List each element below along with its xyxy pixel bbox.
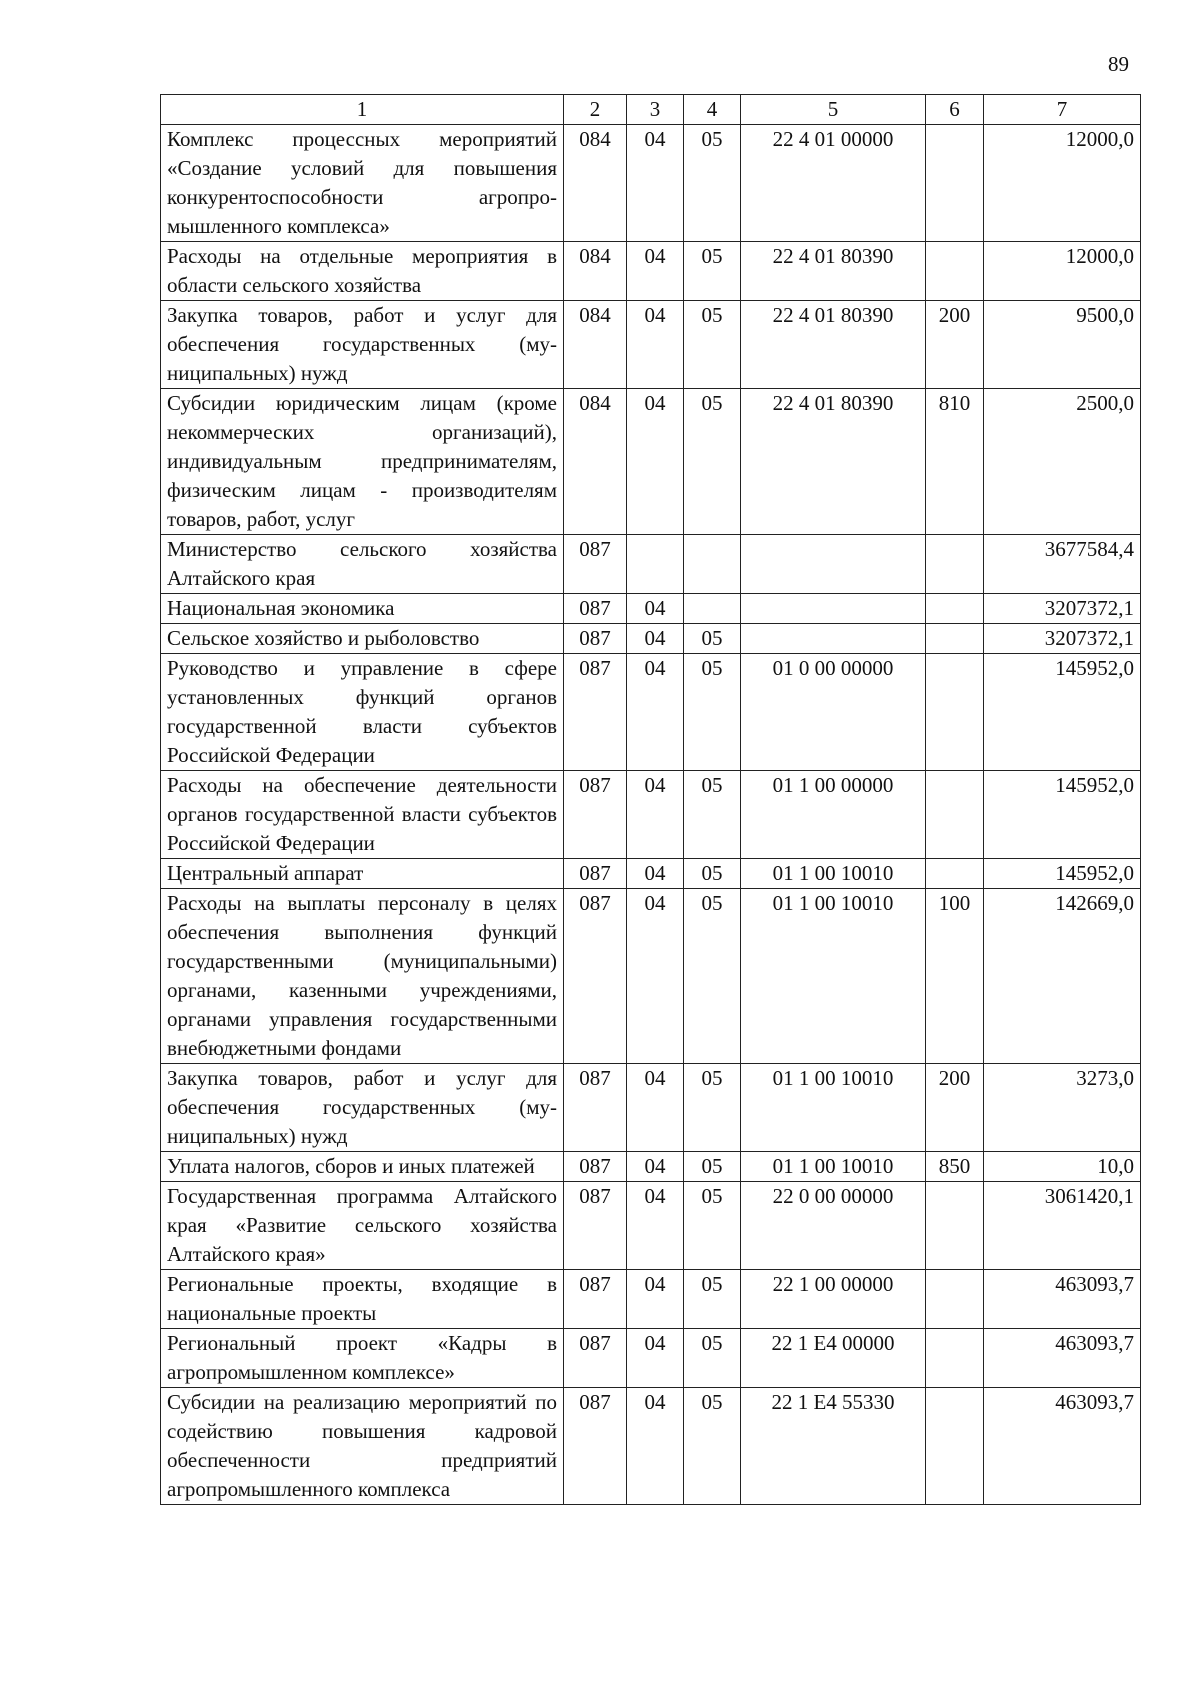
row-amount: 12000,0 <box>984 125 1141 242</box>
row-admin-code: 087 <box>564 654 627 771</box>
row-section-code: 04 <box>627 624 684 654</box>
row-target-article: 01 1 00 00000 <box>741 771 926 859</box>
table-row <box>161 301 1141 389</box>
row-section-code: 04 <box>627 1329 684 1388</box>
table-row <box>161 389 1141 535</box>
row-amount: 10,0 <box>984 1152 1141 1182</box>
row-expense-type: 850 <box>926 1152 984 1182</box>
table-row <box>161 654 1141 771</box>
row-description: Субсидии юридическим лицам (кроме некоммерческих организаций), индивидуальным предпринимателям, физическим лицам - производителям товаров, работ, услуг <box>161 389 564 535</box>
row-section-code: 04 <box>627 889 684 1064</box>
table-row <box>161 1388 1141 1505</box>
row-subsection-code: 05 <box>684 1329 741 1388</box>
row-admin-code: 084 <box>564 301 627 389</box>
row-subsection-code: 05 <box>684 1182 741 1270</box>
row-expense-type <box>926 1182 984 1270</box>
row-amount: 9500,0 <box>984 301 1141 389</box>
row-target-article: 22 1 Е4 55330 <box>741 1388 926 1505</box>
row-subsection-code: 05 <box>684 1388 741 1505</box>
row-subsection-code <box>684 535 741 594</box>
row-expense-type <box>926 654 984 771</box>
row-description: Субсидии на реализацию мероприятий по содействию повышения кадровой обеспеченности предприятий агропромышленного комплекса <box>161 1388 564 1505</box>
row-amount: 145952,0 <box>984 654 1141 771</box>
row-target-article: 01 1 00 10010 <box>741 1064 926 1152</box>
row-section-code: 04 <box>627 771 684 859</box>
row-admin-code: 087 <box>564 624 627 654</box>
row-subsection-code: 05 <box>684 771 741 859</box>
row-subsection-code: 05 <box>684 1152 741 1182</box>
column-header-2: 2 <box>564 95 627 125</box>
row-description: Государственная программа Алтайского края «Развитие сельского хозяйства Алтайского края» <box>161 1182 564 1270</box>
row-expense-type: 200 <box>926 1064 984 1152</box>
row-target-article <box>741 624 926 654</box>
row-target-article: 01 1 00 10010 <box>741 859 926 889</box>
row-expense-type: 810 <box>926 389 984 535</box>
row-admin-code: 084 <box>564 242 627 301</box>
row-description: Региональный проект «Кадры в агропромышленном комплексе» <box>161 1329 564 1388</box>
row-admin-code: 087 <box>564 1270 627 1329</box>
table-row <box>161 242 1141 301</box>
row-description: Комплекс процессных мероприятий «Создание условий для повышения конкурентоспособности агропромышленного комплекса» <box>161 125 564 242</box>
budget-table <box>160 94 1141 1505</box>
row-description: Расходы на выплаты персоналу в целях обеспечения выполнения функций государственными (муниципальными) органами, казенными учреждениями, органами управления государственными внебюджетными фондами <box>161 889 564 1064</box>
row-subsection-code: 05 <box>684 654 741 771</box>
row-section-code: 04 <box>627 1182 684 1270</box>
row-subsection-code: 05 <box>684 1064 741 1152</box>
row-description: Министерство сельского хозяйства Алтайского края <box>161 535 564 594</box>
table-row <box>161 771 1141 859</box>
table-row <box>161 1182 1141 1270</box>
row-description: Центральный аппарат <box>161 859 564 889</box>
row-target-article: 22 0 00 00000 <box>741 1182 926 1270</box>
row-description: Руководство и управление в сфере установленных функций органов государственной власти субъектов Российской Федерации <box>161 654 564 771</box>
row-amount: 463093,7 <box>984 1388 1141 1505</box>
row-expense-type: 200 <box>926 301 984 389</box>
row-amount: 2500,0 <box>984 389 1141 535</box>
row-amount: 3677584,4 <box>984 535 1141 594</box>
row-target-article: 22 4 01 80390 <box>741 389 926 535</box>
row-subsection-code: 05 <box>684 389 741 535</box>
row-target-article: 01 1 00 10010 <box>741 889 926 1064</box>
row-subsection-code: 05 <box>684 125 741 242</box>
row-subsection-code: 05 <box>684 1270 741 1329</box>
row-subsection-code: 05 <box>684 242 741 301</box>
row-section-code: 04 <box>627 125 684 242</box>
row-admin-code: 087 <box>564 1152 627 1182</box>
row-amount: 3061420,1 <box>984 1182 1141 1270</box>
row-expense-type <box>926 1270 984 1329</box>
row-target-article: 22 1 Е4 00000 <box>741 1329 926 1388</box>
row-admin-code: 087 <box>564 771 627 859</box>
row-amount: 463093,7 <box>984 1329 1141 1388</box>
table-row <box>161 889 1141 1064</box>
row-admin-code: 087 <box>564 1182 627 1270</box>
table-row <box>161 125 1141 242</box>
row-section-code: 04 <box>627 389 684 535</box>
row-section-code: 04 <box>627 301 684 389</box>
row-section-code <box>627 535 684 594</box>
table-row <box>161 1064 1141 1152</box>
row-description: Сельское хозяйство и рыболовство <box>161 624 564 654</box>
row-description: Региональные проекты, входящие в национальные проекты <box>161 1270 564 1329</box>
column-header-5: 5 <box>741 95 926 125</box>
column-header-3: 3 <box>627 95 684 125</box>
row-subsection-code: 05 <box>684 624 741 654</box>
row-admin-code: 084 <box>564 389 627 535</box>
row-expense-type <box>926 535 984 594</box>
row-subsection-code <box>684 594 741 624</box>
row-section-code: 04 <box>627 594 684 624</box>
row-description: Национальная экономика <box>161 594 564 624</box>
row-description: Закупка товаров, работ и услуг для обеспечения государственных (муниципальных) нужд <box>161 301 564 389</box>
row-amount: 463093,7 <box>984 1270 1141 1329</box>
row-expense-type <box>926 125 984 242</box>
row-subsection-code: 05 <box>684 889 741 1064</box>
row-target-article: 22 4 01 00000 <box>741 125 926 242</box>
column-header-7: 7 <box>984 95 1141 125</box>
row-subsection-code: 05 <box>684 301 741 389</box>
row-amount: 12000,0 <box>984 242 1141 301</box>
column-header-6: 6 <box>926 95 984 125</box>
row-description: Уплата налогов, сборов и иных платежей <box>161 1152 564 1182</box>
row-section-code: 04 <box>627 654 684 771</box>
row-expense-type <box>926 859 984 889</box>
row-section-code: 04 <box>627 242 684 301</box>
row-target-article <box>741 594 926 624</box>
row-target-article: 01 0 00 00000 <box>741 654 926 771</box>
row-admin-code: 087 <box>564 859 627 889</box>
row-target-article: 01 1 00 10010 <box>741 1152 926 1182</box>
row-expense-type <box>926 771 984 859</box>
row-admin-code: 087 <box>564 535 627 594</box>
row-amount: 145952,0 <box>984 771 1141 859</box>
row-amount: 3207372,1 <box>984 624 1141 654</box>
table-row <box>161 859 1141 889</box>
row-target-article: 22 1 00 00000 <box>741 1270 926 1329</box>
table-row <box>161 1329 1141 1388</box>
row-section-code: 04 <box>627 1152 684 1182</box>
row-subsection-code: 05 <box>684 859 741 889</box>
table-row <box>161 535 1141 594</box>
table-row <box>161 1270 1141 1329</box>
table-body <box>161 125 1141 1505</box>
row-amount: 3273,0 <box>984 1064 1141 1152</box>
row-admin-code: 087 <box>564 1329 627 1388</box>
row-target-article: 22 4 01 80390 <box>741 242 926 301</box>
row-description: Расходы на отдельные мероприятия в области сельского хозяйства <box>161 242 564 301</box>
row-expense-type <box>926 594 984 624</box>
row-amount: 145952,0 <box>984 859 1141 889</box>
table-row <box>161 624 1141 654</box>
column-header-1: 1 <box>161 95 564 125</box>
row-expense-type <box>926 1388 984 1505</box>
column-header-4: 4 <box>684 95 741 125</box>
row-amount: 3207372,1 <box>984 594 1141 624</box>
row-admin-code: 087 <box>564 889 627 1064</box>
row-target-article <box>741 535 926 594</box>
row-target-article: 22 4 01 80390 <box>741 301 926 389</box>
row-admin-code: 087 <box>564 1064 627 1152</box>
table-row <box>161 594 1141 624</box>
row-expense-type <box>926 242 984 301</box>
page-number: 89 <box>1108 52 1129 76</box>
row-admin-code: 087 <box>564 1388 627 1505</box>
row-section-code: 04 <box>627 859 684 889</box>
row-section-code: 04 <box>627 1270 684 1329</box>
row-expense-type: 100 <box>926 889 984 1064</box>
table-row <box>161 1152 1141 1182</box>
row-expense-type <box>926 624 984 654</box>
row-amount: 142669,0 <box>984 889 1141 1064</box>
table-header-row <box>161 95 1141 125</box>
row-section-code: 04 <box>627 1064 684 1152</box>
row-description: Расходы на обеспечение деятельности органов государственной власти субъектов Российской Федерации <box>161 771 564 859</box>
row-description: Закупка товаров, работ и услуг для обеспечения государственных (муниципальных) нужд <box>161 1064 564 1152</box>
row-section-code: 04 <box>627 1388 684 1505</box>
row-admin-code: 084 <box>564 125 627 242</box>
row-expense-type <box>926 1329 984 1388</box>
row-admin-code: 087 <box>564 594 627 624</box>
